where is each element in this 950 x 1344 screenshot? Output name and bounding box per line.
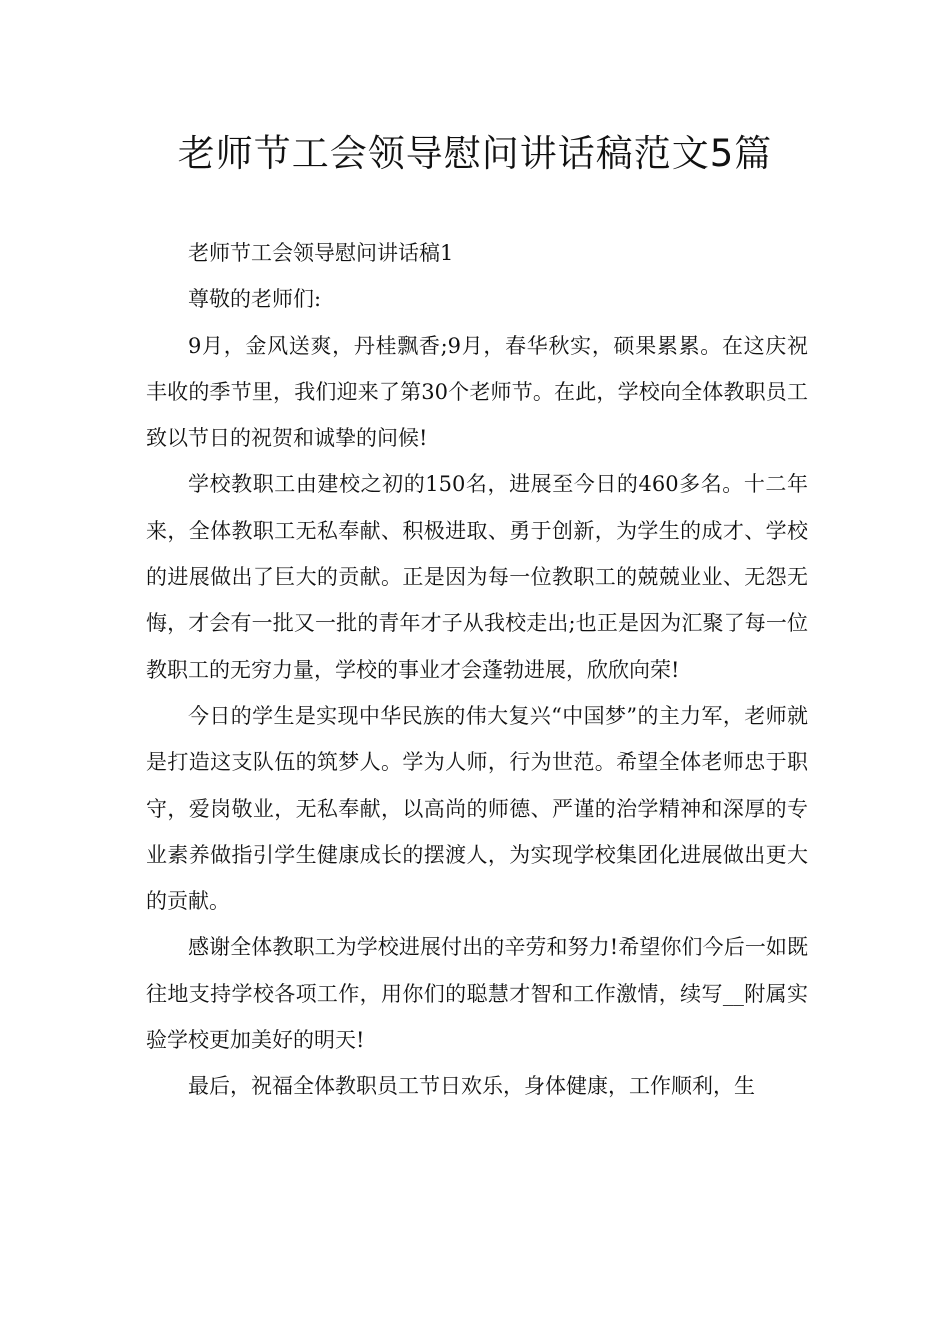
paragraph-4: 感谢全体教职工为学校进展付出的辛劳和努力!希望你们今后一如既往地支持学校各项工作，用你们的聪慧才智和工作激情，续写__附属实验学校更加美好的明天!: [146, 935, 808, 1053]
paragraph-2: 学校教职工由建校之初的150名，进展至今日的460多名。十二年来，全体教职工无私奉献、积极进取、勇于创新，为学生的成才、学校的进展做出了巨大的贡献。正是因为每一位教职工的兢兢业业、无怨无悔，才会有一批又一批的青年才子从我校走出;也正是因为汇聚了每一位教职工的无穷力量，学校的事业才会蓬勃进展，欣欣向荣!: [146, 472, 808, 682]
document-title: 老师节工会领导慰问讲话稿范文5篇: [177, 132, 773, 175]
paragraph-1: 9月，金风送爽，丹桂飘香;9月，春华秋实，硕果累累。在这庆祝丰收的季节里，我们迎来了第30个老师节。在此，学校向全体教职员工致以节日的祝贺和诚挚的问候!: [146, 333, 808, 451]
paragraph-3: 今日的学生是实现中华民族的伟大复兴“中国梦”的主力军，老师就是打造这支队伍的筑梦人。学为人师，行为世范。希望全体老师忠于职守，爱岗敬业，无私奉献，以高尚的师德、严谨的治学精神和深厚的专业素养做指引学生健康成长的摆渡人，为实现学校集团化进展做出更大的贡献。: [146, 703, 808, 914]
document-body: [146, 230, 808, 1110]
speech-subtitle: 老师节工会领导慰问讲话稿1: [188, 241, 454, 265]
salutation: 尊敬的老师们:: [188, 287, 322, 312]
paragraph-5: 最后，祝福全体教职员工节日欢乐，身体健康，工作顺利，生: [188, 1074, 755, 1099]
